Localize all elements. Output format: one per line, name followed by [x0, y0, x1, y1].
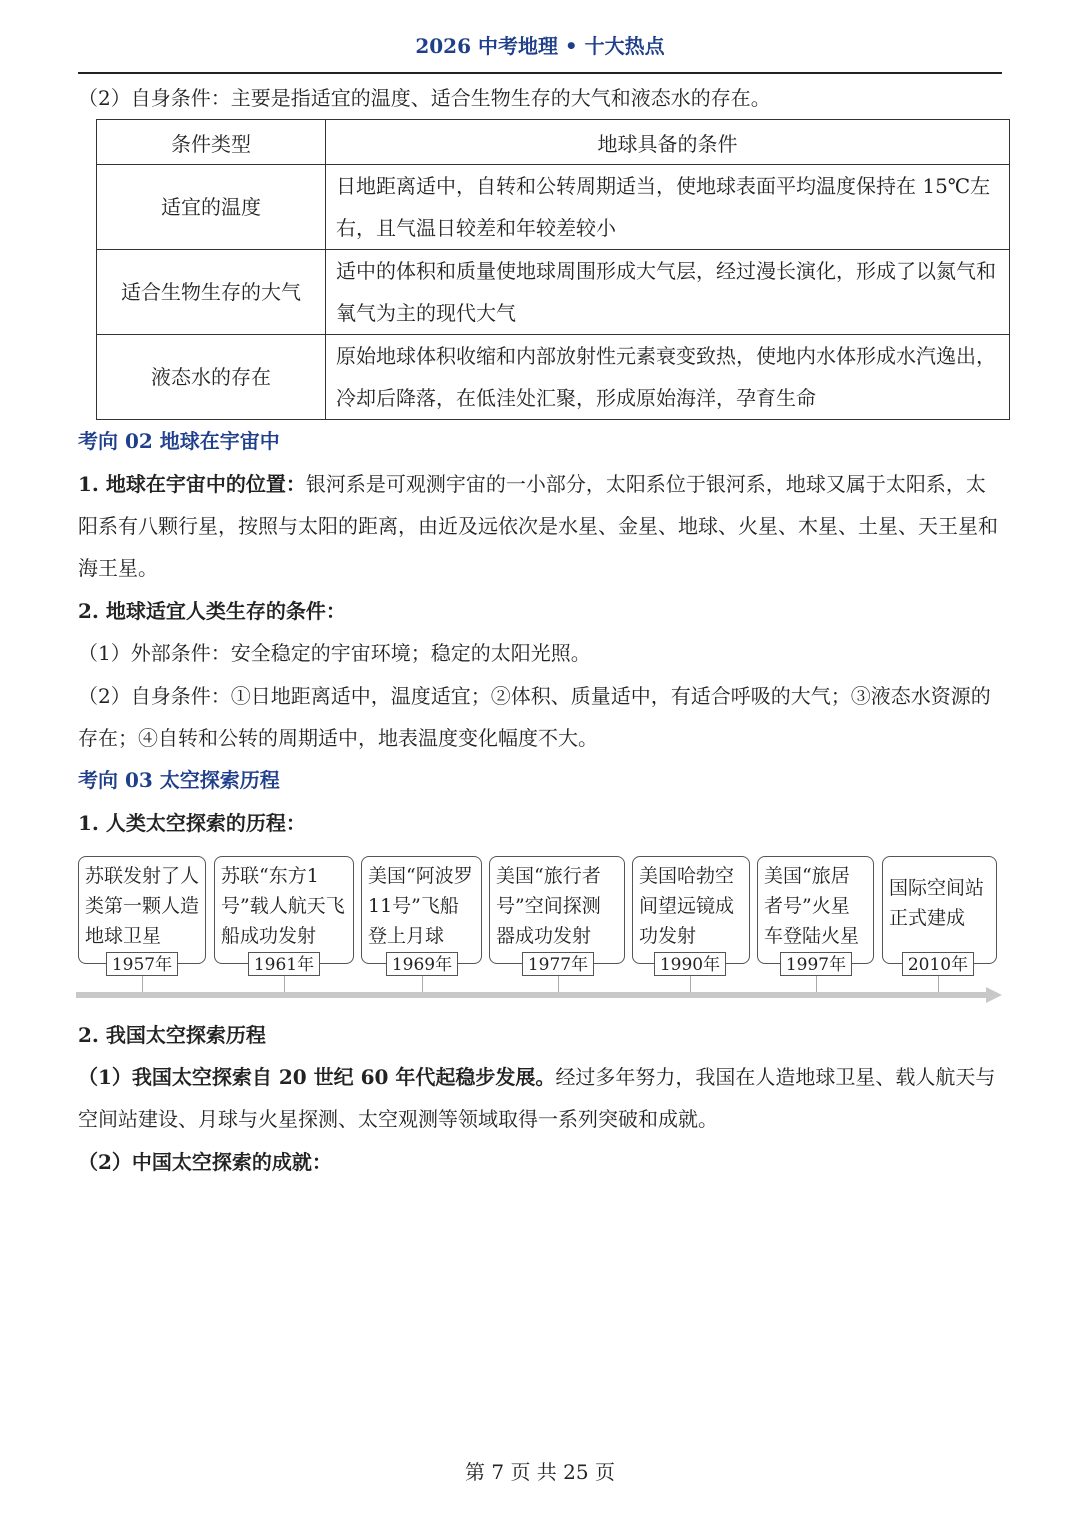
- china-space-development-paragraph: [78, 1056, 1002, 1140]
- earth-position-label: 1. 地球在宇宙中的位置：: [78, 472, 306, 496]
- table-cell-desc: 原始地球体积收缩和内部放射性元素衰变致热，使地内水体形成水汽逸出，冷却后降落，在低洼处汇聚，形成原始海洋，孕育生命: [326, 335, 1010, 420]
- timeline-arrow-icon: [986, 987, 1002, 1003]
- china-space-achievements-heading: （2）中国太空探索的成就：: [78, 1150, 332, 1174]
- table-cell-type: 适宜的温度: [97, 165, 326, 250]
- china-space-development-text: 经过多年努力，我国在人造地球卫星、载人航天与空间站建设、月球与火星探测、太空观测等领域取得一系列突破和成就。: [78, 1065, 996, 1131]
- table-header-type: 条件类型: [97, 120, 326, 165]
- timeline-year: 2010年: [902, 952, 974, 976]
- self-conditions-intro: （2）自身条件：主要是指适宜的温度、适合生物生存的大气和液态水的存在。: [78, 86, 771, 110]
- section-02-title: 考向 02 地球在宇宙中: [78, 429, 280, 453]
- external-conditions-text: （1）外部条件：安全稳定的宇宙环境；稳定的太阳光照。: [78, 641, 591, 665]
- table-row: [97, 250, 1010, 335]
- timeline-year: 1997年: [780, 952, 852, 976]
- timeline-event: 美国“旅居者号”火星车登陆火星: [757, 856, 874, 964]
- earth-position-text: 银河系是可观测宇宙的一小部分，太阳系位于银河系，地球又属于太阳系，太阳系有八颗行星，按照与太阳的距离，由近及远依次是水星、金星、地球、火星、木星、土星、天王星和海王星。: [78, 472, 998, 580]
- timeline-year: 1977年: [522, 952, 594, 976]
- earth-conditions-table: [96, 119, 1010, 420]
- table-cell-type: 液态水的存在: [97, 335, 326, 420]
- space-exploration-timeline: [76, 856, 1002, 1006]
- china-space-history-heading: 2. 我国太空探索历程: [78, 1023, 266, 1047]
- table-row: [97, 335, 1010, 420]
- page-number-footer: 第 7 页 共 25 页: [465, 1460, 615, 1484]
- timeline-year: 1961年: [248, 952, 320, 976]
- table-cell-desc: 适中的体积和质量使地球周围形成大气层，经过漫长演化，形成了以氮气和氧气为主的现代大气: [326, 250, 1010, 335]
- header-divider: [78, 72, 1002, 74]
- timeline-year: 1957年: [106, 952, 178, 976]
- china-space-development-lead: （1）我国太空探索自 20 世纪 60 年代起稳步发展。: [78, 1065, 556, 1089]
- page-header-title: 2026 中考地理 • 十大热点: [415, 34, 665, 58]
- internal-conditions-text: （2）自身条件：①日地距离适中，温度适宜；②体积、质量适中，有适合呼吸的大气；③液态水资源的存在；④自转和公转的周期适中，地表温度变化幅度不大。: [78, 684, 991, 750]
- timeline-event: 美国哈勃空间望远镜成功发射: [632, 856, 750, 964]
- timeline-event: 苏联发射了人类第一颗人造地球卫星: [78, 856, 206, 964]
- timeline-event: 国际空间站正式建成: [882, 856, 997, 964]
- timeline-event: 美国“旅行者号”空间探测器成功发射: [489, 856, 625, 964]
- timeline-event: 苏联“东方1号”载人航天飞船成功发射: [214, 856, 354, 964]
- table-cell-type: 适合生物生存的大气: [97, 250, 326, 335]
- table-header-row: [97, 120, 1010, 165]
- human-space-history-heading: 1. 人类太空探索的历程：: [78, 811, 306, 835]
- timeline-year: 1990年: [654, 952, 726, 976]
- habitable-conditions-heading: 2. 地球适宜人类生存的条件：: [78, 599, 346, 623]
- earth-position-paragraph: [78, 463, 1002, 589]
- timeline-event: 美国“阿波罗11号”飞船登上月球: [361, 856, 482, 964]
- table-header-conditions: 地球具备的条件: [326, 120, 1010, 165]
- timeline-axis: [76, 992, 988, 998]
- table-row: [97, 165, 1010, 250]
- table-cell-desc: 日地距离适中，自转和公转周期适当，使地球表面平均温度保持在 15℃左右，且气温日较差和年较差较小: [326, 165, 1010, 250]
- timeline-year: 1969年: [386, 952, 458, 976]
- section-03-title: 考向 03 太空探索历程: [78, 768, 280, 792]
